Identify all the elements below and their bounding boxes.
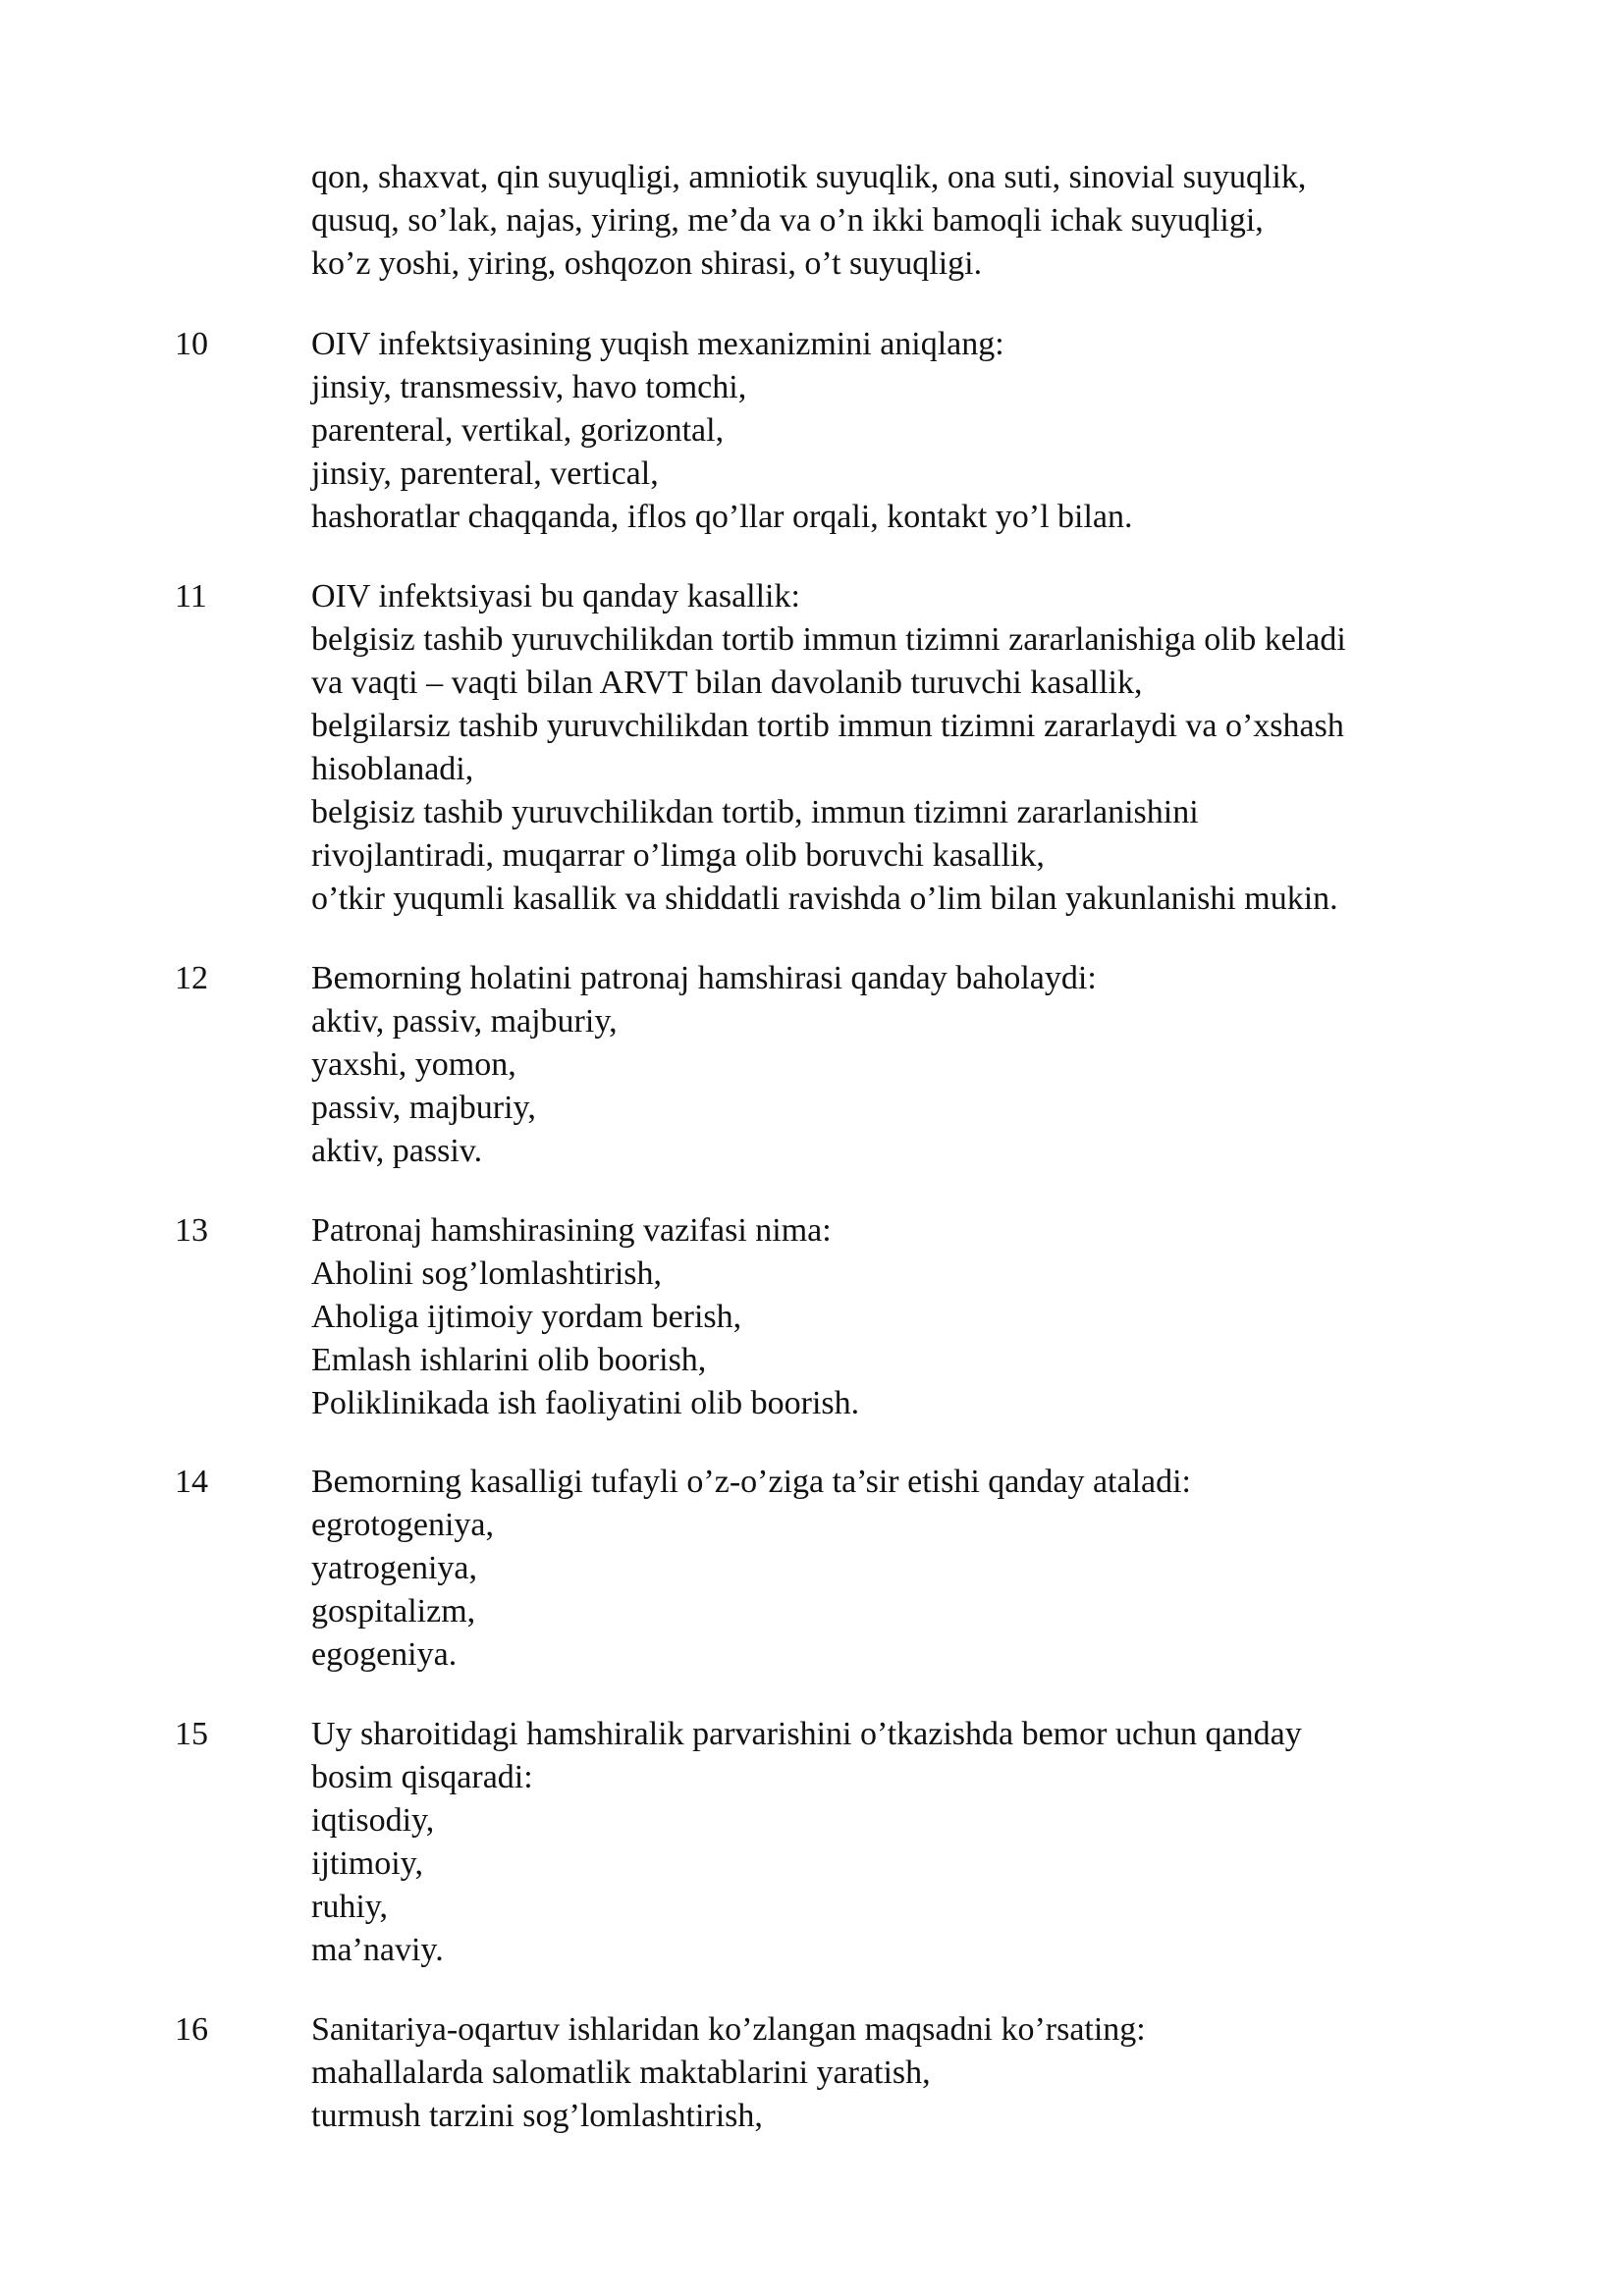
question-number: 16: [175, 2011, 208, 2048]
question-body: [311, 1461, 1548, 1677]
question-text: Sanitariya-oqartuv ishlaridan ko’zlangan maqsadni ko’rsating:: [311, 2011, 1146, 2048]
answer-line: yaxshi, yomon,: [311, 1046, 516, 1083]
question-text: Bemorning holatini patronaj hamshirasi qanday baholaydi:: [311, 960, 1097, 996]
question-body: [311, 1209, 1548, 1425]
answer-line: belgisiz tashib yuruvchilikdan tortib, immun tizimni zararlanishini: [311, 794, 1199, 830]
question-text: Patronaj hamshirasining vazifasi nima:: [311, 1212, 832, 1249]
question-number: 12: [175, 960, 208, 996]
question-number: 10: [175, 326, 208, 362]
question-body: [311, 323, 1548, 539]
answer-line: qon, shaxvat, qin suyuqligi, amniotik suyuqlik, ona suti, sinovial suyuqlik,: [311, 159, 1307, 195]
answer-line: va vaqti – vaqti bilan ARVT bilan davolanib turuvchi kasallik,: [311, 665, 1143, 701]
answer-line: belgisiz tashib yuruvchilikdan tortib immun tizimni zararlanishiga olib keladi: [311, 621, 1346, 658]
answer-line: Aholini sog’lomlashtirish,: [311, 1255, 662, 1292]
question-number: 13: [175, 1212, 208, 1249]
question-number: 14: [175, 1464, 208, 1500]
answer-line: iqtisodiy,: [311, 1802, 435, 1839]
question-body: [311, 575, 1548, 921]
answer-line: aktiv, passiv, majburiy,: [311, 1003, 618, 1040]
answer-line: jinsiy, transmessiv, havo tomchi,: [311, 369, 747, 405]
answer-line: o’tkir yuqumli kasallik va shiddatli ravishda o’lim bilan yakunlanishi mukin.: [311, 881, 1338, 917]
question-number: 11: [175, 578, 207, 614]
answer-line: ko’z yoshi, yiring, oshqozon shirasi, o’t suyuqligi.: [311, 245, 983, 282]
question-number: 15: [175, 1716, 208, 1752]
answer-line: hisoblanadi,: [311, 751, 474, 787]
answer-line: aktiv, passiv.: [311, 1133, 483, 1169]
question-body: [311, 1713, 1548, 1972]
answer-line: egrotogeniya,: [311, 1507, 494, 1543]
answer-line: egogeniya.: [311, 1636, 458, 1673]
answer-line: Aholiga ijtimoiy yordam berish,: [311, 1299, 742, 1335]
answer-line: hashoratlar chaqqanda, iflos qo’llar orqali, kontakt yo’l bilan.: [311, 499, 1133, 535]
answer-line: passiv, majburiy,: [311, 1090, 536, 1126]
answer-line: belgilarsiz tashib yuruvchilikdan tortib immun tizimni zararlaydi va o’xshash: [311, 708, 1344, 744]
question-text: OIV infektsiyasining yuqish mexanizmini aniqlang:: [311, 326, 1004, 362]
answer-line: qusuq, so’lak, najas, yiring, me’da va o’n ikki bamoqli ichak suyuqligi,: [311, 202, 1264, 239]
answer-line: parenteral, vertikal, gorizontal,: [311, 412, 725, 449]
answer-line: rivojlantiradi, muqarrar o’limga olib boruvchi kasallik,: [311, 837, 1045, 874]
answer-line: ijtimoiy,: [311, 1845, 423, 1882]
answer-line: yatrogeniya,: [311, 1550, 477, 1586]
continuation-answers: [311, 156, 1548, 286]
answer-line: mahallalarda salomatlik maktablarini yaratish,: [311, 2055, 931, 2091]
question-body: [311, 957, 1548, 1173]
question-body: [311, 2008, 1548, 2138]
answer-line: jinsiy, parenteral, vertical,: [311, 455, 659, 492]
answer-line: ma’naviy.: [311, 1932, 444, 1968]
question-text: Uy sharoitidagi hamshiralik parvarishini o’tkazishda bemor uchun qanday: [311, 1716, 1302, 1752]
question-text: Bemorning kasalligi tufayli o’z-o’ziga ta’sir etishi qanday ataladi:: [311, 1464, 1192, 1500]
answer-line: gospitalizm,: [311, 1593, 476, 1629]
question-text: OIV infektsiyasi bu qanday kasallik:: [311, 578, 800, 614]
answer-line: turmush tarzini sog’lomlashtirish,: [311, 2098, 763, 2134]
answer-line: ruhiy,: [311, 1889, 389, 1925]
question-text: bosim qisqaradi:: [311, 1759, 533, 1795]
answer-line: Poliklinikada ish faoliyatini olib boorish.: [311, 1385, 860, 1421]
answer-line: Emlash ishlarini olib boorish,: [311, 1342, 707, 1378]
